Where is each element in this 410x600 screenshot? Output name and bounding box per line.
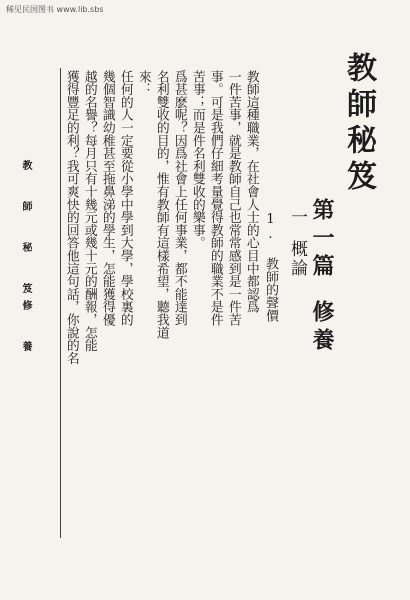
running-head-section: 修 養 xyxy=(20,300,31,361)
body-line: 名利雙收的目的，惟有教師有這樣希望，聽我道 xyxy=(153,70,169,339)
section-title: 概論 xyxy=(287,240,307,278)
body-line: 事。可是我們仔細考量覺得教師的職業不是件 xyxy=(207,70,223,326)
book-title: 教師秘笈 xyxy=(341,52,376,196)
body-line: 來： xyxy=(135,70,151,96)
column-rule xyxy=(60,68,61,538)
subsection-heading: 1. 教師的聲價 xyxy=(263,212,278,322)
body-line: 一件苦事，就是教師自己也常常感到是一件苦 xyxy=(225,70,241,326)
body-line: 任何的人一定要從小學中學到大學，學校裏的 xyxy=(117,70,133,326)
watermark: 稀见民国图书 www.lib.sbs xyxy=(6,5,104,14)
body-line: 苦事；而是件名利雙收的樂事。 xyxy=(189,70,205,250)
section-number: 一 xyxy=(287,208,307,227)
body-line: 幾個智識幼稚甚至拖鼻涕的學生，怎能獲得優 xyxy=(99,70,115,326)
body-line: 越的名譽？每月只有十幾元或幾十元的酬報，怎能 xyxy=(81,70,97,352)
running-head: 教 師 秘 笈 xyxy=(20,160,31,303)
body-line: 爲甚麽呢？因爲社會上任何事業，都不能達到 xyxy=(171,70,187,326)
body-line: 獲得豐足的利？我可爽快的回答他這句話，你說的名 xyxy=(63,70,79,365)
body-line: 教師這種職業，在社會人士的心目中都認爲 xyxy=(243,70,259,314)
chapter-title: 修養 xyxy=(309,300,335,356)
chapter-number: 第一篇 xyxy=(309,198,335,282)
